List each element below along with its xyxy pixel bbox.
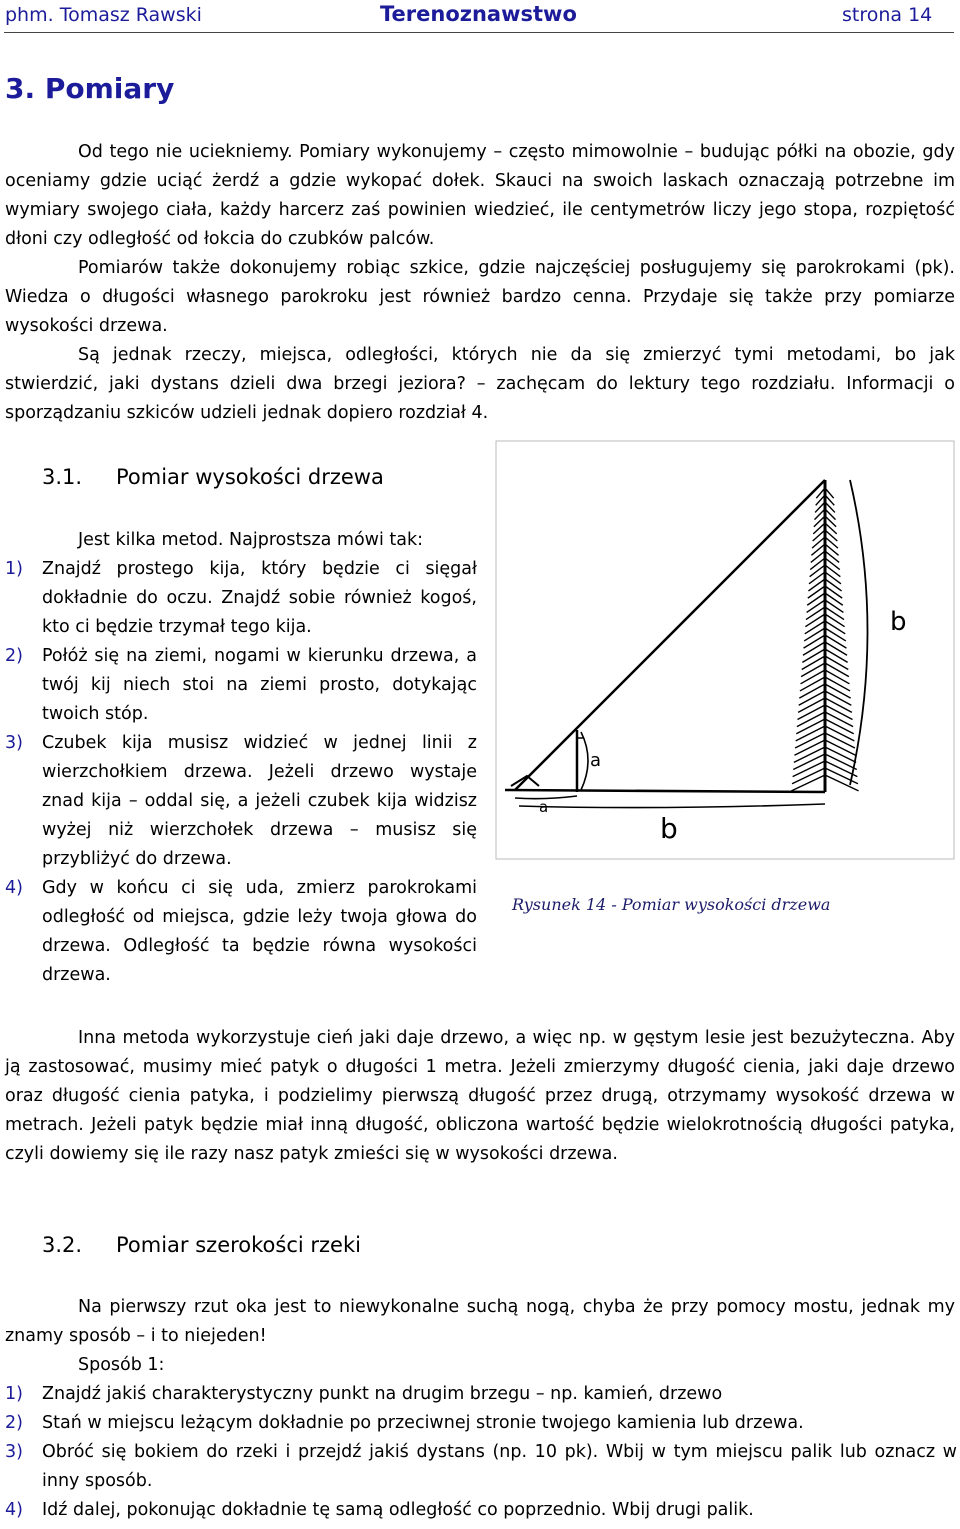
branch-stroke — [796, 726, 825, 741]
branch-stroke — [825, 565, 840, 577]
section-title: Pomiar wysokości drzewa — [116, 465, 384, 489]
list-item: 4) Idź dalej, pokonując dokładnie tę samą odległość co poprzednio. Wbij drugi palik. — [5, 1500, 754, 1520]
figure-caption: Rysunek 14 - Pomiar wysokości drzewa — [512, 895, 831, 914]
branch-stroke — [825, 719, 854, 734]
branch-stroke — [798, 698, 825, 712]
tree-height-figure — [495, 440, 955, 860]
list-item: 4) Gdy w końcu ci się uda, zmierz parokrokami odległość od miejsca, gdzie leży twoja głowa do drzewa. Odległość ta będzie równa wysokości drzewa. — [5, 878, 477, 985]
branch-stroke — [811, 544, 825, 555]
branch-stroke — [825, 607, 844, 620]
intro-paragraph-2: Pomiarów także dokonujemy robiąc szkice, gdzie najczęściej posługujemy się parokrokami (pk). Wiedza o długości własnego parokroku jest również bardzo cenna. Przydaje się także przy pomiarze wysokości drzewa. — [5, 258, 955, 336]
branch-stroke — [825, 649, 848, 662]
ground-line — [505, 790, 825, 792]
intro-paragraph-3: Są jednak rzeczy, miejsca, odległości, których nie da się zmierzyć tymi metodami, bo jak stwierdzić, jaki dystans dzieli dwa brzegi jeziora? – zachęcam do lektury tego rozdziału. Informacji o sporządzaniu szkiców udzieli jednak dopiero rozdział 4. — [5, 345, 955, 423]
branch-stroke — [800, 677, 825, 691]
section-heading-river — [42, 1233, 361, 1257]
shadow-method-paragraph: Inna metoda wykorzystuje cień jaki daje drzewo, a więc np. w gęstym lesie jest bezużyteczna. Aby ją zastosować, musimy mieć patyk o długości 1 metra. Jeżeli zmierzymy długość cienia, jaki daje drzewo oraz długość cienia patyka, i podzielimy pierwszą długość przez drugą, otrzymamy wysokość drzewa w metrach. Jeżeli patyk będzie miał inną długość, obliczona wartość będzie wielokrotnością długości patyka, czyli dowiemy się ile razy nasz patyk zmieści się w wysokości drzewa. — [5, 1028, 955, 1164]
branch-stroke — [825, 600, 843, 612]
branch-stroke — [804, 628, 825, 641]
header-author: phm. Tomasz Rawski — [5, 4, 202, 26]
branch-stroke — [806, 607, 825, 620]
branch-stroke — [804, 635, 825, 648]
branch-stroke — [797, 712, 825, 727]
label-b-bottom: b — [660, 812, 678, 845]
branch-stroke — [802, 649, 825, 662]
branch-stroke — [825, 642, 847, 655]
branch-stroke — [825, 754, 857, 769]
branch-stroke — [825, 621, 845, 634]
branch-stroke — [825, 635, 846, 648]
section-heading-tree — [42, 465, 384, 489]
section-number: 3.2. — [42, 1233, 83, 1257]
header-title: Terenoznawstwo — [380, 2, 577, 26]
branch-stroke — [792, 768, 825, 784]
branch-stroke — [825, 698, 852, 712]
branch-stroke — [796, 719, 825, 734]
branch-stroke — [795, 733, 825, 748]
branch-stroke — [825, 740, 856, 755]
branch-stroke — [825, 586, 842, 598]
list-item: 3) Czubek kija musisz widzieć w jednej linii z wierzchołkiem drzewa. Jeżeli drzewo wystaje znad kija – oddal się, a jeżeli czubek kija widzisz wyżej niż wierzchołek drzewa – musisz się przybliżyć do drzewa. — [5, 733, 477, 869]
branch-stroke — [825, 544, 839, 555]
list-item: 1) Znajdź prostego kija, który będzie ci sięgał dokładnie do oczu. Znajdź sobie również kogoś, kto ci będzie trzymał tego kija. — [5, 559, 477, 637]
branch-stroke — [825, 593, 843, 605]
list-item: 2) Połóż się na ziemi, nogami w kierunku drzewa, a twój kij niech stoi na ziemi prosto, dotykając twoich stóp. — [5, 646, 477, 724]
page-header — [0, 0, 960, 34]
ground-b-bracket — [519, 804, 825, 808]
river-method-list — [5, 1351, 957, 1525]
branch-stroke — [810, 558, 825, 570]
branch-stroke — [825, 551, 839, 562]
branch-stroke — [825, 670, 849, 684]
label-a-stick: a — [590, 750, 602, 771]
branch-stroke — [801, 670, 825, 684]
label-a-ground: a — [539, 798, 549, 816]
intro-paragraph-1: Od tego nie uciekniemy. Pomiary wykonujemy – często mimowolnie – budując półki na obozie, gdy oceniamy gdzie uciąć żerdź a gdzie wykopać dołek. Skauci na swoich laskach oznaczają potrzebne im wymiary swojego ciała, każdy harcerz zaś powinien wiedzieć, ile centymetrów liczy jego stopa, rozpiętość dłoni czy odległość od łokcia do czubków palców. — [5, 142, 955, 249]
list-item: 2) Stań w miejscu leżącym dokładnie po przeciwnej stronie twojego kamienia lub drzewa. — [5, 1413, 804, 1433]
branch-stroke — [825, 558, 840, 570]
branch-stroke — [825, 628, 846, 641]
branch-stroke — [825, 705, 853, 720]
branch-stroke — [801, 663, 825, 677]
branch-stroke — [825, 614, 845, 627]
branch-stroke — [799, 684, 825, 698]
branch-stroke — [791, 775, 825, 791]
method-label: Sposób 1: — [78, 1355, 165, 1375]
section-number: 3.1. — [42, 465, 83, 489]
height-b-bracket — [850, 480, 868, 785]
branch-stroke — [794, 740, 825, 755]
branch-stroke — [825, 691, 851, 705]
branch-stroke — [798, 705, 826, 720]
figure-frame — [496, 441, 954, 859]
branch-stroke — [793, 754, 825, 769]
header-divider — [4, 32, 954, 33]
branch-stroke — [803, 642, 825, 655]
branch-stroke — [825, 747, 856, 762]
branch-stroke — [825, 663, 849, 677]
tree-method-column — [5, 526, 477, 990]
branch-stroke — [794, 747, 825, 762]
branch-stroke — [805, 621, 825, 634]
branch-stroke — [805, 614, 825, 627]
stick-a-bracket — [581, 732, 588, 790]
branch-stroke — [807, 593, 825, 605]
branch-stroke — [799, 691, 825, 705]
branch-stroke — [811, 551, 825, 562]
branch-stroke — [825, 579, 842, 591]
branch-stroke — [810, 565, 825, 577]
branch-stroke — [825, 656, 848, 670]
branch-stroke — [802, 656, 825, 670]
list-item: 3) Obróć się bokiem do rzeki i przejdź jakiś dystans (np. 10 pk). Wbij w tym miejscu palik lub oznacz w inny sposób. — [5, 1442, 957, 1491]
branch-stroke — [825, 775, 859, 791]
river-lead-paragraph: Na pierwszy rzut oka jest to niewykonalne suchą nogą, chyba że przy pomocy mostu, jednak my znamy sposób – i to niejeden! — [5, 1297, 955, 1346]
branch-stroke — [825, 726, 854, 741]
branch-stroke — [825, 712, 853, 727]
branch-stroke — [825, 572, 841, 584]
branch-stroke — [825, 684, 851, 698]
section-title: Pomiar szerokości rzeki — [116, 1233, 361, 1257]
sight-line — [515, 480, 825, 790]
branch-stroke — [825, 733, 855, 748]
branch-stroke — [808, 586, 825, 598]
header-page-number: strona 14 — [842, 4, 933, 26]
branch-stroke — [807, 600, 825, 612]
branch-stroke — [825, 677, 850, 691]
list-item: 1) Znajdź jakiś charakterystyczny punkt na drugim brzegu – np. kamień, drzewo — [5, 1384, 723, 1404]
branch-stroke — [793, 761, 825, 777]
chapter-title: 3. Pomiary — [5, 72, 175, 105]
branch-stroke — [809, 572, 825, 584]
label-b-right: b — [890, 607, 907, 637]
branch-stroke — [808, 579, 825, 591]
tree-method-lead: Jest kilka metod. Najprostsza mówi tak: — [78, 530, 424, 550]
